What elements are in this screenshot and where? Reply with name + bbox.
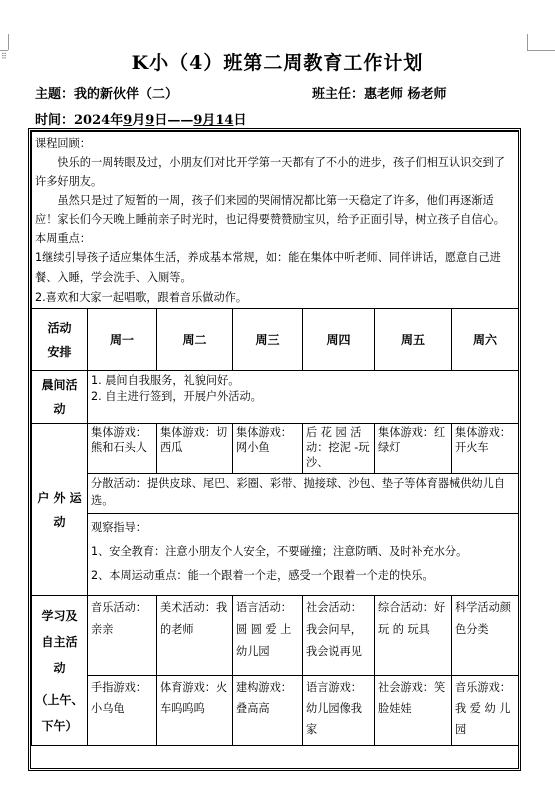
- study-am-thu: 社会活动：我会问早，我会说再见: [303, 596, 375, 676]
- day-header-mon: 周一: [88, 309, 157, 371]
- time-line: [35, 109, 247, 128]
- time-day-start: 9: [145, 113, 155, 128]
- study-label-line-5: 下午）: [41, 718, 78, 733]
- study-row-2: [32, 676, 519, 746]
- time-separator: ——: [167, 113, 194, 128]
- observation-item-1: 1、安全教育：注意小朋友个人安全，不要碰撞；注意防晒、及时补充水分。: [91, 545, 468, 558]
- review-heading: 课程回顾：: [35, 137, 91, 150]
- study-label-line-1: 学习及: [41, 608, 78, 623]
- time-month-end: 9: [193, 113, 203, 128]
- day-header-sat: 周六: [452, 309, 519, 371]
- plan-table: [31, 131, 519, 746]
- outdoor-label: [32, 424, 88, 596]
- study-label-line-4: （上午、: [35, 692, 84, 707]
- day-header-thu: 周四: [303, 309, 375, 371]
- study-row-1: [32, 596, 519, 676]
- observation-item-2: 2、本周运动重点：能一个跟着一个走，感受一个跟着一个走的快乐。: [91, 569, 434, 582]
- teacher-line: [312, 83, 447, 102]
- focus-item-2: 2.喜欢和大家一起唱歌，跟着音乐做动作。: [35, 291, 248, 304]
- plan-table-frame: [28, 128, 521, 771]
- time-day-end: 14: [215, 113, 234, 128]
- scatter-activity: 分散活动：提供皮球、尾巴、彩圈、彩带、抛接球、沙包、垫子等体育器械供幼儿自选。: [88, 474, 519, 514]
- study-am-fri: 综合活动：好 玩 的 玩具: [375, 596, 452, 676]
- study-am-tue: 美术活动：我的老师: [157, 596, 233, 676]
- observation-heading: 观察指导：: [91, 521, 147, 534]
- outdoor-scatter-row: [32, 474, 519, 514]
- study-label-line-2: 自主活: [41, 634, 78, 649]
- review-paragraph-1: 快乐的一周转眼及过，小朋友们对比开学第一天都有了不小的进步，孩子们相互认识交到了许多好朋友。: [35, 156, 505, 188]
- outdoor-game-mon: 集体游戏：熊和石头人: [88, 424, 157, 474]
- page-title: K小（4）班第二周教育工作计划: [131, 52, 424, 74]
- time-month-unit: 月: [132, 113, 146, 128]
- outdoor-observation-row: [32, 514, 519, 596]
- study-pm-fri: 社会游戏：笑脸娃娃: [375, 676, 452, 746]
- review-row: [32, 132, 519, 309]
- focus-heading: 本周重点：: [35, 232, 91, 245]
- activity-header: [32, 309, 88, 371]
- teacher-label: 班主任：: [312, 87, 365, 102]
- time-month-unit-end: 月: [202, 113, 216, 128]
- outdoor-game-wed: 集体游戏：网小鱼: [233, 424, 303, 474]
- outdoor-label-line-2: 动: [53, 514, 66, 529]
- study-pm-sat: 音乐游戏：我 爱 幼 儿园: [452, 676, 519, 746]
- day-header-tue: 周二: [157, 309, 233, 371]
- study-pm-mon: 手指游戏：小乌龟: [88, 676, 157, 746]
- outdoor-games-row: [32, 424, 519, 474]
- review-paragraph-2: 虽然只是过了短暂的一周，孩子们来园的哭闹情况都比第一天稳定了许多，他们再逐渐适应！家长们今天晚上睡前亲子时光时，也记得要赞赞励宝贝，给予正面引导，树立孩子自信心。: [35, 194, 505, 226]
- header-row: [32, 309, 519, 371]
- morning-label-line-2: 动: [53, 402, 66, 416]
- day-header-wed: 周三: [233, 309, 303, 371]
- study-label: [32, 596, 88, 746]
- morning-row: [32, 371, 519, 424]
- morning-item-1: 1. 晨间自我服务，礼貌问好。: [91, 374, 240, 387]
- morning-content: [88, 371, 519, 424]
- outdoor-game-thu: 后 花 园 活动：挖泥 -玩沙、: [303, 424, 375, 474]
- study-am-wed: 语言活动：圆 圆 爱 上幼儿园: [233, 596, 303, 676]
- outdoor-game-fri: 集体游戏：红绿灯: [375, 424, 452, 474]
- study-label-line-3: 动: [53, 660, 66, 675]
- observation-cell: [88, 514, 519, 596]
- study-pm-wed: 建构游戏：叠高高: [233, 676, 303, 746]
- study-pm-tue: 体育游戏：火车呜呜呜: [157, 676, 233, 746]
- theme-label: 主题：: [35, 87, 75, 102]
- morning-label: [32, 371, 88, 424]
- activity-header-line-2: 安排: [47, 344, 72, 359]
- time-label: 时间：: [35, 113, 75, 128]
- time-day-unit: 日: [154, 113, 168, 128]
- review-cell: [32, 132, 519, 309]
- activity-header-line-1: 活动: [47, 320, 72, 335]
- time-year: 2024年: [74, 113, 124, 128]
- outdoor-game-tue: 集体游戏：切西瓜: [157, 424, 233, 474]
- time-day-unit-end: 日: [233, 113, 247, 128]
- time-month-start: 9: [123, 113, 133, 128]
- study-pm-thu: 语言游戏：幼儿园像我家: [303, 676, 375, 746]
- theme-value: 我的新伙伴（二）: [74, 87, 179, 102]
- focus-item-1: 1继续引导孩子适应集体生活，养成基本常规，如：能在集体中听老师、同伴讲话，愿意自己进餐、入睡，学会洗手、入厕等。: [35, 251, 501, 284]
- study-am-sat: 科学活动颜色分类: [452, 596, 519, 676]
- theme-line: [35, 83, 178, 102]
- teacher-value: 惠老师 杨老师: [364, 87, 447, 102]
- move-handle-icon[interactable]: ⠿: [1, 52, 7, 61]
- day-header-fri: 周五: [375, 309, 452, 371]
- study-am-mon: 音乐活动：亲亲: [88, 596, 157, 676]
- outdoor-game-sat: 集体游戏：开火车: [452, 424, 519, 474]
- morning-item-2: 2. 自主进行签到，开展户外活动。: [91, 390, 262, 403]
- morning-label-line-1: 晨间活: [41, 378, 78, 392]
- outdoor-label-line-1: 户 外 运: [37, 490, 82, 505]
